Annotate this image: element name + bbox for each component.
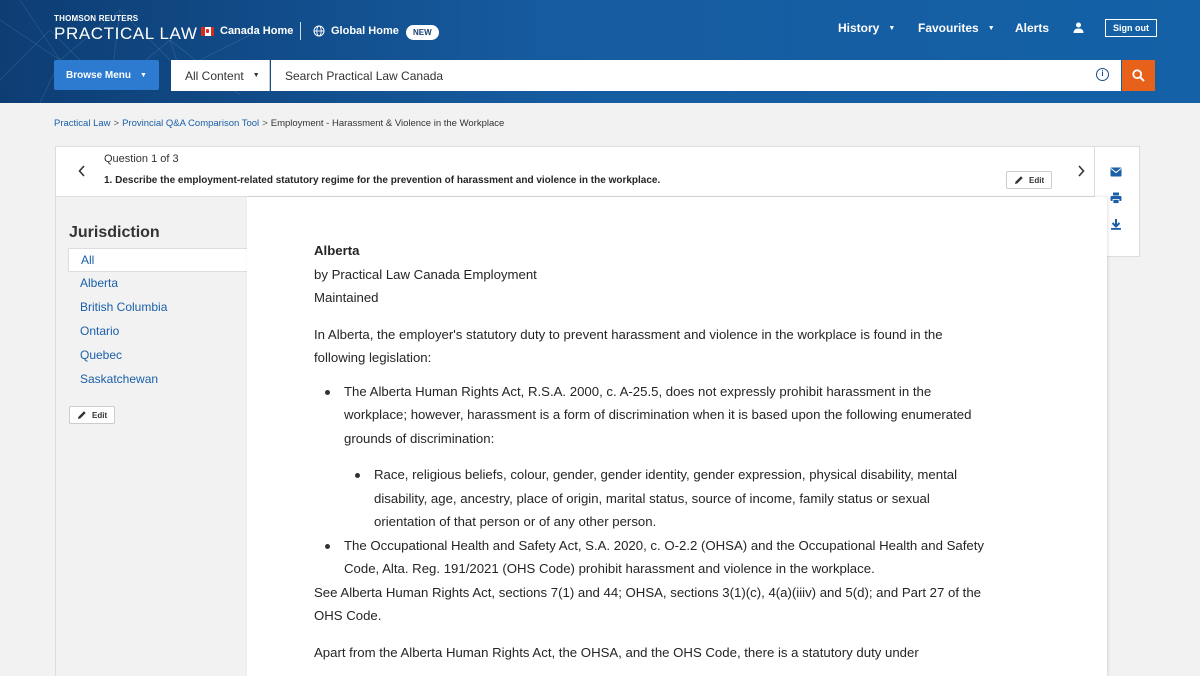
search-icon bbox=[1132, 69, 1145, 82]
email-icon bbox=[1110, 167, 1122, 177]
history-label: History bbox=[838, 21, 880, 35]
breadcrumb-separator: > bbox=[262, 118, 268, 129]
jurisdiction-list bbox=[68, 248, 248, 392]
alerts-label: Alerts bbox=[1015, 21, 1050, 35]
edit-question-button[interactable] bbox=[1006, 171, 1052, 189]
favourites-label: Favourites bbox=[918, 21, 979, 35]
content-filter-label: All Content bbox=[185, 68, 244, 83]
answer-jurisdiction-heading: Alberta bbox=[314, 243, 360, 258]
pencil-icon bbox=[77, 410, 87, 420]
chevron-down-icon: ▼ bbox=[888, 24, 896, 32]
user-profile-button[interactable] bbox=[1073, 22, 1084, 33]
brand-thomson-reuters: THOMSON REUTERS bbox=[54, 14, 139, 23]
edit-jurisdiction-button[interactable] bbox=[69, 406, 115, 424]
brand-practical-law[interactable]: PRACTICAL LAW bbox=[54, 24, 198, 43]
edit-label: Edit bbox=[92, 410, 108, 420]
globe-icon bbox=[313, 25, 325, 37]
question-bar bbox=[55, 146, 1095, 197]
answer-status: Maintained bbox=[314, 290, 379, 305]
jurisdiction-item-ontario[interactable]: Ontario bbox=[80, 324, 120, 338]
answer-panel bbox=[247, 197, 1107, 676]
sign-out-button[interactable]: Sign out bbox=[1105, 19, 1157, 37]
question-text: 1. Describe the employment-related statutory regime for the prevention of harassment and violence in the workplace. bbox=[104, 175, 661, 186]
grounds-item: Race, religious beliefs, colour, gender, gender identity, gender expression, physical disability, mental disability, age, ancestry, place of origin, marital status, source of income, family status or sexual orientation of that person or of any other person. bbox=[344, 463, 994, 534]
canada-home-label: Canada Home bbox=[220, 25, 294, 37]
chevron-down-icon: ▼ bbox=[140, 71, 147, 79]
content-filter-dropdown[interactable] bbox=[171, 60, 270, 91]
previous-question-button[interactable] bbox=[78, 165, 86, 180]
history-menu[interactable] bbox=[838, 21, 895, 35]
jurisdiction-item-saskatchewan[interactable]: Saskatchewan bbox=[80, 372, 159, 386]
new-badge: NEW bbox=[406, 25, 439, 40]
legislation-item bbox=[314, 380, 994, 534]
jurisdiction-item-british-columbia[interactable]: British Columbia bbox=[80, 300, 168, 314]
header-divider bbox=[300, 22, 301, 40]
jurisdiction-item-quebec[interactable]: Quebec bbox=[80, 348, 123, 362]
see-also-text: See Alberta Human Rights Act, sections 7(1) and 44; OHSA, sections 3(1)(c), 4(a)(iiiv) and 5(d); and Part 27 of the OHS Code. bbox=[314, 584, 982, 623]
jurisdiction-title: Jurisdiction bbox=[69, 224, 160, 241]
breadcrumb-link-practical-law[interactable]: Practical Law bbox=[54, 118, 111, 129]
print-button[interactable] bbox=[1109, 191, 1123, 205]
grounds-list bbox=[344, 463, 994, 534]
search-input[interactable] bbox=[271, 60, 1121, 91]
favourites-menu[interactable] bbox=[918, 21, 995, 35]
breadcrumb-link-comparison-tool[interactable]: Provincial Q&A Comparison Tool bbox=[122, 118, 260, 129]
top-header bbox=[0, 0, 1200, 103]
answer-body bbox=[314, 239, 994, 664]
browse-menu-button[interactable] bbox=[54, 60, 159, 90]
jurisdiction-item-all[interactable]: All bbox=[68, 248, 248, 272]
legislation-item: The Occupational Health and Safety Act, S.A. 2020, c. O-2.2 (OHSA) and the Occupational Health and Safety Code, Alta. Reg. 191/2021 (OHS Code) prohibit harassment and violence in the workplace. bbox=[314, 534, 994, 581]
global-home-label: Global Home bbox=[331, 25, 399, 37]
chevron-down-icon: ▼ bbox=[987, 24, 995, 32]
chevron-right-icon bbox=[1077, 165, 1085, 177]
chevron-down-icon: ▼ bbox=[252, 72, 260, 79]
breadcrumb-current: Employment - Harassment & Violence in the Workplace bbox=[270, 118, 505, 129]
pencil-icon bbox=[1014, 175, 1024, 185]
email-button[interactable] bbox=[1109, 165, 1123, 179]
user-icon bbox=[1073, 22, 1084, 33]
chevron-left-icon bbox=[78, 165, 86, 177]
legislation-item-text: The Alberta Human Rights Act, R.S.A. 2000, c. A-25.5, does not expressly prohibit harassment in the workplace; however, harassment is a form of discrimination when it is based upon the following enumerated grounds of discrimination: bbox=[344, 383, 972, 446]
info-icon[interactable]: i bbox=[1096, 68, 1109, 81]
breadcrumb-separator: > bbox=[113, 118, 120, 129]
alerts-link[interactable] bbox=[1015, 21, 1049, 35]
download-icon bbox=[1110, 218, 1122, 230]
edit-label: Edit bbox=[1029, 175, 1045, 185]
next-question-button[interactable] bbox=[1077, 165, 1085, 180]
canada-flag-icon bbox=[201, 27, 214, 36]
global-home-link[interactable] bbox=[313, 25, 399, 37]
question-counter: Question 1 of 3 bbox=[104, 153, 179, 165]
print-icon bbox=[1110, 192, 1122, 204]
apart-text: Apart from the Alberta Human Rights Act, the OHSA, and the OHS Code, there is a statutory duty under bbox=[314, 644, 919, 660]
download-button[interactable] bbox=[1109, 217, 1123, 231]
answer-intro: In Alberta, the employer's statutory duty to prevent harassment and violence in the workplace is found in the following legislation: bbox=[314, 326, 943, 365]
answer-byline: by Practical Law Canada Employment bbox=[314, 266, 537, 282]
legislation-list bbox=[314, 380, 994, 581]
jurisdiction-sidebar bbox=[55, 197, 247, 676]
jurisdiction-item-alberta[interactable]: Alberta bbox=[80, 276, 119, 290]
canada-home-link[interactable] bbox=[201, 25, 293, 37]
search-button[interactable] bbox=[1122, 60, 1155, 91]
browse-menu-label: Browse Menu bbox=[66, 69, 132, 81]
breadcrumb bbox=[54, 118, 504, 129]
